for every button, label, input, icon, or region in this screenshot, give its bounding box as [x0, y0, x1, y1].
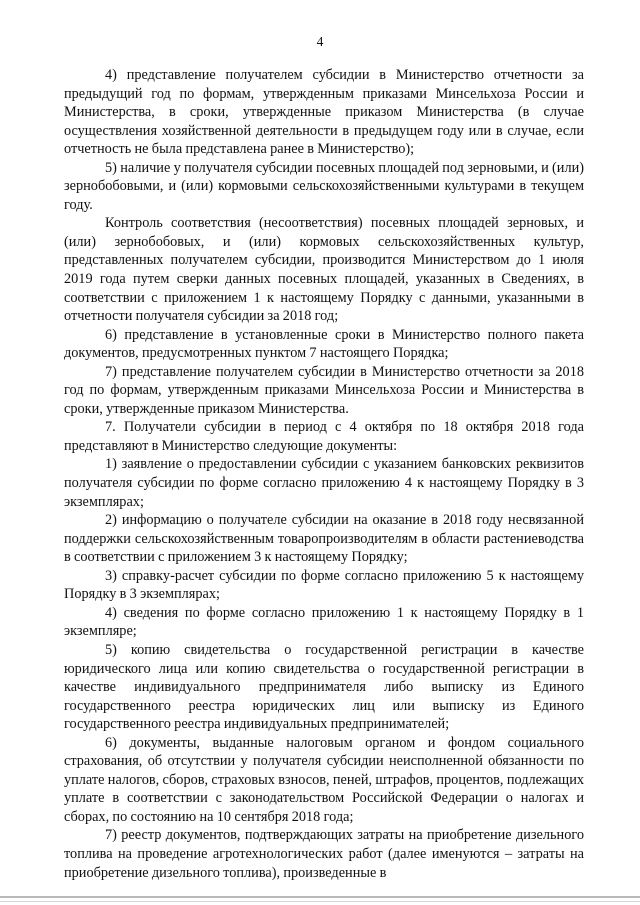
scan-edge-line-secondary [0, 901, 640, 902]
paragraph-doc-4-details: 4) сведения по форме согласно приложению 1 к настоящему Порядку в 1 экземпляре; [64, 604, 584, 640]
paragraph-item-5-sown-areas: 5) наличие у получателя субсидии посевных площадей под зерновыми, и (или) зернобобовыми, и (или) кормовыми сельскохозяйственными культурами в текущем году. [64, 159, 584, 213]
document-body [64, 66, 584, 882]
paragraph-item-6-documents: 6) представление в установленные сроки в Министерство полного пакета документов, предусмотренных пунктом 7 настоящего Порядка; [64, 326, 584, 362]
paragraph-doc-2-information: 2) информацию о получателе субсидии на оказание в 2018 году несвязанной поддержки сельскохозяйственным товаропроизводителям в области растениеводства в соответствии с приложением 3 к настоящему Порядку; [64, 512, 584, 566]
paragraph-item-7-reporting-2018: 7) представление получателем субсидии в Министерство отчетности за 2018 год по формам, утвержденным приказами Минсельхоза России и Министерства в сроки, утвержденные приказом Министерства. [64, 363, 584, 417]
paragraph-doc-7-register: 7) реестр документов, подтверждающих затраты на приобретение дизельного топлива на проведение агротехнологических работ (далее именуются – затраты на приобретение дизельного топлива), произведенные в [64, 827, 584, 881]
scan-edge-line [0, 896, 640, 898]
paragraph-section-7-heading: 7. Получатели субсидии в период с 4 октября по 18 октября 2018 года представляют в Министерство следующие документы: [64, 419, 584, 454]
paragraph-doc-5-registration: 5) копию свидетельства о государственной регистрации в качестве юридического лица или копию свидетельства о государственной регистрации в качестве индивидуального предпринимателя либо выписку из Единого государственного реестра юридических лиц или выписку из Единого государственного реестра индивидуальных предпринимателей; [64, 641, 584, 733]
paragraph-control-compliance: Контроль соответствия (несоответствия) посевных площадей зерновых, и (или) зернобобовых, и (или) кормовых сельскохозяйственных культур, представленных получателем субсидии, производится Министерством до 1 июля 2019 года путем сверки данных посевных площадей, указанных в Сведениях, в соответствии с приложением 1 к настоящему Порядку с данными, указанными в отчетности получателя субсидии за 2018 год; [64, 215, 584, 325]
paragraph-item-4-reporting: 4) представление получателем субсидии в Министерство отчетности за предыдущий год по формам, утвержденным приказами Минсельхоза России и Министерства, в сроки, утвержденные приказом Министерства (в случае осуществления хозяйственной деятельности в предыдущем году или в случае, если отчетность не была представлена ранее в Министерство); [64, 67, 584, 158]
paragraph-doc-3-calculation: 3) справку-расчет субсидии по форме согласно приложению 5 к настоящему Порядку в 3 экземплярах; [64, 567, 584, 603]
page-number: 4 [316, 34, 324, 49]
paragraph-doc-6-tax-documents: 6) документы, выданные налоговым органом и фондом социального страхования, об отсутствии у получателя субсидии неисполненной обязанности по уплате налогов, сборов, страховых взносов, пеней, штрафов, процентов, подлежащих уплате в соответствии с законодательством Российской Федерации о налогах и сборах, по состоянию на 10 сентября 2018 года; [64, 734, 584, 825]
paragraph-doc-1-application: 1) заявление о предоставлении субсидии с указанием банковских реквизитов получателя субсидии по форме согласно приложению 4 к настоящему Порядку в 3 экземплярах; [64, 456, 584, 510]
